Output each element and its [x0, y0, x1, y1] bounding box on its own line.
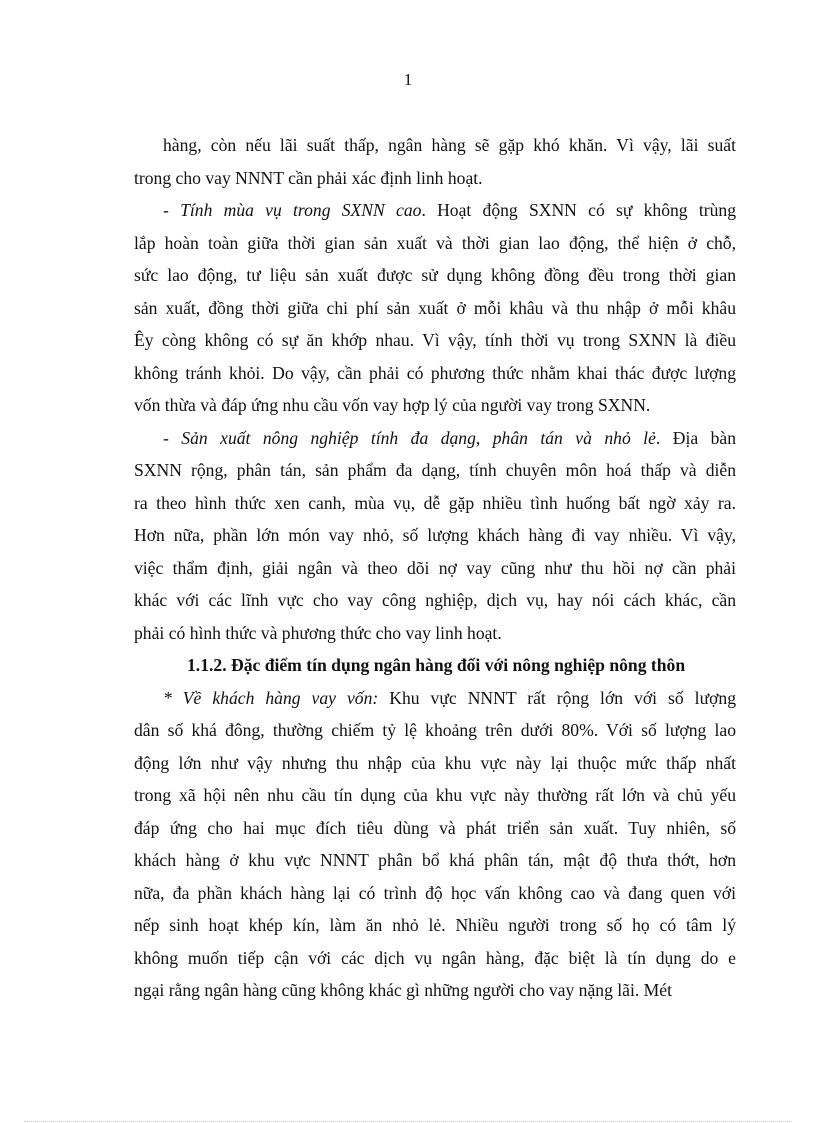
text-line: không tránh khỏi. Do vậy, cần phải có phương thức nhằm khai thác được lượng [134, 362, 736, 383]
text-line: trong xã hội nên nhu cầu tín dụng của khu vực này thường rất lớn và chủ yếu [134, 785, 736, 805]
text-line: lắp hoàn toàn giữa thời gian sản xuất và thời gian lao động, thể hiện ở chỗ, [134, 232, 736, 253]
text-line [134, 682, 736, 715]
text-line [134, 194, 736, 227]
text-line: không muốn tiếp cận với các dịch vụ ngân hàng, đặc biệt là tín dụng do e [134, 947, 736, 968]
text-line: ngại rằng ngân hàng cũng không khác gì những người cho vay nặng lãi. Mét [134, 980, 672, 1000]
text-line: ra theo hình thức xen canh, mùa vụ, dễ gặp nhiều tình huống bất ngờ xảy ra. [134, 492, 736, 513]
text-line: vốn thừa và đáp ứng nhu cầu vốn vay hợp lý của người vay trong SXNN. [134, 395, 651, 415]
text-line: Hơn nữa, phần lớn món vay nhỏ, số lượng khách hàng đi vay nhiều. Vì vậy, [134, 525, 736, 545]
section-heading: 1.1.2. Đặc điểm tín dụng ngân hàng đối với nông nghiệp nông thôn [187, 655, 686, 675]
text-line: nếp sinh hoạt khép kín, làm ăn nhỏ lẻ. Nhiều người trong số họ có tâm lý [134, 915, 736, 935]
text-line: sản xuất, đồng thời giữa chi phí sản xuất ở mỗi khâu và thu nhập ở mỗi khâu [134, 297, 736, 318]
text-line: Êy còng không có sự ăn khớp nhau. Vì vậy, tính thời vụ trong SXNN là điều [134, 330, 736, 350]
text-line: việc thẩm định, giải ngân và theo dõi nợ vay cũng như thu hồi nợ cần phải [134, 557, 736, 578]
text-line: khác với các lĩnh vực cho vay công nghiệp, dịch vụ, hay nói cách khác, cần [134, 590, 736, 610]
page-bottom-dotted-rule [24, 1121, 792, 1122]
italic-lead-in: - Sản xuất nông nghiệp tính đa dạng, phân tán và nhỏ lẻ [163, 427, 656, 448]
text-line: khách hàng ở khu vực NNNT phân bổ khá phân tán, mật độ thưa thớt, hơn [134, 850, 736, 870]
text-line: trong cho vay NNNT cần phải xác định linh hoạt. [134, 167, 483, 188]
page-number: 1 [403, 70, 413, 89]
italic-lead-in: - Tính mùa vụ trong SXNN cao [163, 200, 422, 220]
text-run: Khu vực NNNT rất rộng lớn với số lượng [378, 687, 737, 708]
text-line: phải có hình thức và phương thức cho vay linh hoạt. [134, 622, 502, 643]
text-run: . Hoạt động SXNN có sự không trùng [421, 200, 736, 220]
text-line: dân số khá đông, thường chiếm tỷ lệ khoảng trên dưới 80%. Với số lượng lao [134, 720, 736, 740]
document-body [134, 129, 736, 1007]
text-run: . Địa bàn [655, 427, 736, 448]
text-line: hàng, còn nếu lãi suất thấp, ngân hàng sẽ gặp khó khăn. Vì vậy, lãi suất [163, 135, 736, 155]
text-line: nữa, đa phần khách hàng lại có trình độ học vấn không cao và đang quen với [134, 882, 736, 903]
text-line: SXNN rộng, phân tán, sản phẩm đa dạng, tính chuyên môn hoá thấp và diễn [134, 460, 736, 480]
text-line [134, 422, 736, 455]
text-line: động lớn như vậy nhưng thu nhập của khu vực này lại thuộc mức thấp nhất [134, 752, 736, 773]
text-line: sức lao động, tư liệu sản xuất được sử dụng không đồng đều trong thời gian [134, 265, 736, 285]
text-line: đáp ứng cho hai mục đích tiêu dùng và phát triển sản xuất. Tuy nhiên, số [134, 817, 736, 838]
italic-lead-in: * Về khách hàng vay vốn: [163, 687, 379, 708]
